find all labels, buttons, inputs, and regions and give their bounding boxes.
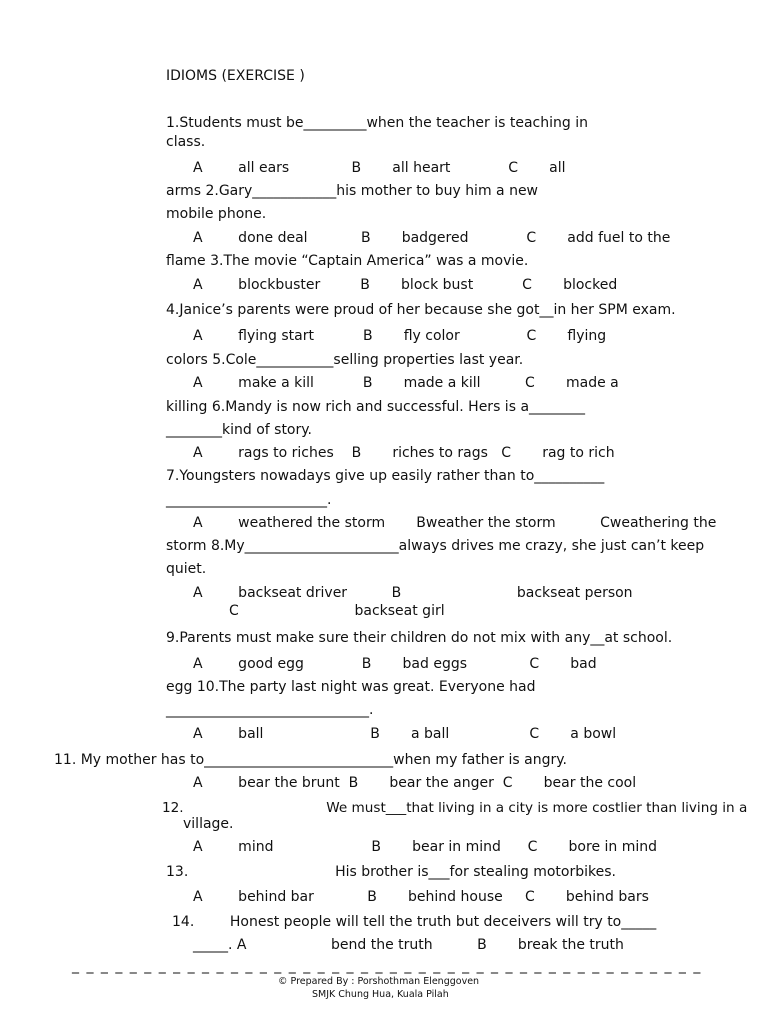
question-7-options: A weathered the storm Bweather the storm Cweathering the xyxy=(193,515,717,531)
question-9-options: A good egg B bad eggs C bad xyxy=(193,656,597,672)
question-10-options: A ball B a ball C a bowl xyxy=(193,726,617,742)
question-1-options: A all ears B all heart C all xyxy=(193,160,566,176)
question-12-line: village. xyxy=(183,816,234,832)
question-1-line: 1.Students must be_________when the teacher is teaching in xyxy=(166,115,588,131)
question-14-options: _____. A bend the truth B break the truth xyxy=(193,937,624,953)
question-7-line: 7.Youngsters nowadays give up easily rather than to__________ xyxy=(166,468,605,484)
footer-divider: _ _ _ _ _ _ _ _ _ _ _ _ _ _ _ _ _ _ _ _ _ _ _ _ _ _ _ _ _ _ _ _ _ _ _ _ _ _ _ _ _ _ _ _ xyxy=(72,958,702,974)
question-6-line: ________kind of story. xyxy=(166,422,312,438)
question-6-options: A rags to riches B riches to rags C rag to rich xyxy=(193,445,615,461)
question-3-line: flame 3.The movie “Captain America” was a movie. xyxy=(166,253,529,269)
question-8-options: C backseat girl xyxy=(229,603,445,619)
worksheet-title: IDIOMS (EXERCISE ) xyxy=(166,68,305,84)
question-11-line: 11. My mother has to___________________________when my father is angry. xyxy=(54,752,567,768)
question-12-options: A mind B bear in mind C bore in mind xyxy=(193,839,658,855)
question-8-line: quiet. xyxy=(166,561,207,577)
question-10-line: egg 10.The party last night was great. Everyone had xyxy=(166,679,536,695)
question-2-line: mobile phone. xyxy=(166,206,267,222)
question-3-options: A blockbuster B block bust C blocked xyxy=(193,277,618,293)
question-13-line: 13. His brother is___for stealing motorbikes. xyxy=(166,864,616,880)
question-8-line: storm 8.My______________________always drives me crazy, she just can’t keep xyxy=(166,538,705,554)
question-13-options: A behind bar B behind house C behind bars xyxy=(193,889,649,905)
question-12-line: 12. We must___that living in a city is more costlier than living in a xyxy=(162,800,748,816)
footer-school: SMJK Chung Hua, Kuala Pilah xyxy=(312,989,449,1000)
question-5-options: A make a kill B made a kill C made a xyxy=(193,375,619,391)
question-2-line: arms 2.Gary____________his mother to buy him a new xyxy=(166,183,539,199)
question-5-line: colors 5.Cole___________selling properties last year. xyxy=(166,352,524,368)
question-14-line: 14. Honest people will tell the truth but deceivers will try to_____ xyxy=(172,914,657,930)
question-2-options: A done deal B badgered C add fuel to the xyxy=(193,230,671,246)
question-4-line: 4.Janice’s parents were proud of her because she got__in her SPM exam. xyxy=(166,302,676,318)
question-8-options: A backseat driver B backseat person xyxy=(193,585,633,601)
question-9-line: 9.Parents must make sure their children do not mix with any__at school. xyxy=(166,630,673,646)
question-1-line: class. xyxy=(166,134,206,150)
question-6-line: killing 6.Mandy is now rich and successful. Hers is a________ xyxy=(166,399,586,415)
footer-credit: © Prepared By : Porshothman Elenggoven xyxy=(278,976,480,987)
question-11-options: A bear the brunt B bear the anger C bear the cool xyxy=(193,775,637,791)
question-10-line: _____________________________. xyxy=(166,702,374,718)
question-4-options: A flying start B fly color C flying xyxy=(193,328,607,344)
question-7-line: _______________________. xyxy=(166,492,332,508)
